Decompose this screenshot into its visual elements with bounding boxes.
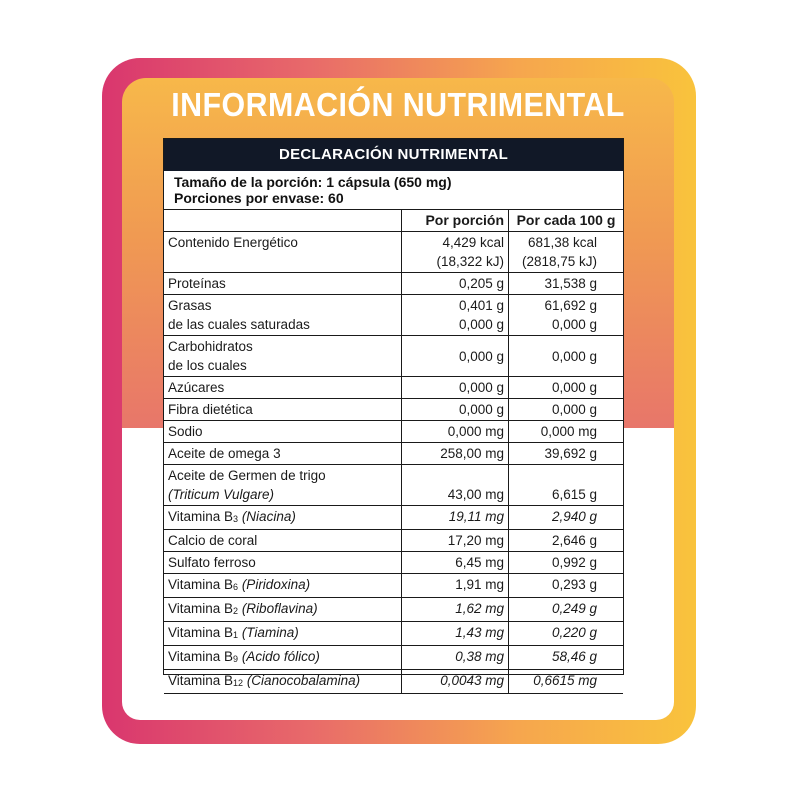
per-serving-value: 0,000 g xyxy=(402,377,509,399)
per-100g-value: 0,220 g xyxy=(509,622,624,646)
carbohidratos-label: Carbohidratos xyxy=(168,339,253,354)
per-100g-value: 0,6615 mg xyxy=(509,670,624,694)
latin-name: (Triticum Vulgare) xyxy=(168,487,275,502)
table-row xyxy=(164,622,623,646)
nutrient-name: Aceite de omega 3 xyxy=(164,443,402,465)
grasas-value: 61,692 g xyxy=(544,298,597,313)
nutrient-name xyxy=(164,465,402,506)
per-100g-value: 6,615 g xyxy=(509,465,624,506)
per-serving-value: 6,45 mg xyxy=(402,552,509,574)
table-row xyxy=(164,670,623,694)
vitamin-label: Vitamina B xyxy=(168,625,234,640)
per-serving-value xyxy=(402,232,509,273)
per-100g-value: 0,000 g xyxy=(509,336,624,377)
table-row xyxy=(164,574,623,598)
per-100g-value: 2,940 g xyxy=(509,506,624,530)
per-100g-value: 0,000 mg xyxy=(509,421,624,443)
vitamin-common-name: (Tiamina) xyxy=(238,625,299,640)
grasas-label: Grasas xyxy=(168,298,212,313)
per-100g-value: 2,646 g xyxy=(509,530,624,552)
per-serving-value: 0,38 mg xyxy=(402,646,509,670)
nutrient-name: Calcio de coral xyxy=(164,530,402,552)
nutrient-name xyxy=(164,670,402,694)
nutrient-name xyxy=(164,336,402,377)
per-serving-value: 17,20 mg xyxy=(402,530,509,552)
servings-per-container: Porciones por envase: 60 xyxy=(174,190,344,206)
saturadas-value: 0,000 g xyxy=(458,317,504,332)
serving-size: Tamaño de la porción: 1 cápsula (650 mg) xyxy=(174,174,452,190)
per-100g-value: 39,692 g xyxy=(509,443,624,465)
per-serving-value: 0,0043 mg xyxy=(402,670,509,694)
per-100g-value: 0,992 g xyxy=(509,552,624,574)
label-title: DECLARACIÓN NUTRIMENTAL xyxy=(164,139,623,171)
nutrient-name xyxy=(164,574,402,598)
header-nutrient xyxy=(164,210,402,232)
per-100g-value xyxy=(509,232,624,273)
kcal-value: 4,429 kcal xyxy=(442,235,504,250)
per-100g-value: 0,000 g xyxy=(509,399,624,421)
table-row xyxy=(164,443,623,465)
vitamin-subscript: 12 xyxy=(233,678,244,688)
nutrient-name xyxy=(164,646,402,670)
table-row xyxy=(164,506,623,530)
nutrient-name: Proteínas xyxy=(164,273,402,295)
nutrient-name xyxy=(164,598,402,622)
table-row xyxy=(164,232,623,273)
saturadas-label: de las cuales saturadas xyxy=(168,317,310,332)
vitamin-label: Vitamina B xyxy=(168,577,234,592)
saturadas-value: 0,000 g xyxy=(551,317,597,332)
vitamin-common-name: (Niacina) xyxy=(238,509,296,524)
table-row xyxy=(164,273,623,295)
page-title: INFORMACIÓN NUTRIMENTAL xyxy=(171,86,625,123)
table-row xyxy=(164,377,623,399)
vitamin-label: Vitamina B xyxy=(168,649,234,664)
per-100g-value: 0,293 g xyxy=(509,574,624,598)
table-row xyxy=(164,421,623,443)
nutrient-name: Contenido Energético xyxy=(164,232,402,273)
vitamin-common-name: (Riboflavina) xyxy=(238,601,318,616)
kj-value: (18,322 kJ) xyxy=(436,254,504,269)
vitamin-subscript: 2 xyxy=(233,606,239,616)
nutrition-label xyxy=(163,138,624,688)
table-header-row xyxy=(164,210,623,232)
nutrient-name xyxy=(164,295,402,336)
de-los-cuales-label: de los cuales xyxy=(168,358,247,373)
nutrient-name: Azúcares xyxy=(164,377,402,399)
per-serving-value: 0,205 g xyxy=(402,273,509,295)
table-row xyxy=(164,399,623,421)
table-row xyxy=(164,295,623,336)
vitamin-label: Vitamina B xyxy=(168,509,234,524)
table-row xyxy=(164,646,623,670)
nutrient-name xyxy=(164,622,402,646)
table-row xyxy=(164,598,623,622)
per-serving-value: 19,11 mg xyxy=(402,506,509,530)
per-serving-value: 1,91 mg xyxy=(402,574,509,598)
nutrient-name: Sodio xyxy=(164,421,402,443)
vitamin-label: Vitamina B xyxy=(168,673,234,688)
per-serving-value xyxy=(402,295,509,336)
per-100g-value: 58,46 g xyxy=(509,646,624,670)
per-serving-value: 0,000 g xyxy=(402,336,509,377)
per-100g-value: 0,000 g xyxy=(509,377,624,399)
nutrition-table xyxy=(164,210,623,694)
germen-label: Aceite de Germen de trigo xyxy=(168,468,326,483)
table-row xyxy=(164,552,623,574)
kcal-value: 681,38 kcal xyxy=(527,235,597,250)
per-serving-value: 43,00 mg xyxy=(402,465,509,506)
table-row xyxy=(164,336,623,377)
per-100g-value: 0,249 g xyxy=(509,598,624,622)
nutrient-name xyxy=(164,506,402,530)
table-row xyxy=(164,530,623,552)
vitamin-subscript: 9 xyxy=(233,654,239,664)
nutrient-name: Fibra dietética xyxy=(164,399,402,421)
vitamin-label: Vitamina B xyxy=(168,601,234,616)
per-serving-value: 1,62 mg xyxy=(402,598,509,622)
vitamin-common-name: (Piridoxina) xyxy=(238,577,311,592)
serving-info xyxy=(164,171,623,210)
table-row xyxy=(164,465,623,506)
vitamin-common-name: (Cianocobalamina) xyxy=(243,673,361,688)
per-100g-value: 31,538 g xyxy=(509,273,624,295)
per-serving-value: 1,43 mg xyxy=(402,622,509,646)
per-serving-value: 0,000 mg xyxy=(402,421,509,443)
per-serving-value: 258,00 mg xyxy=(402,443,509,465)
header-per-serving: Por porción xyxy=(402,210,509,232)
vitamin-subscript: 6 xyxy=(233,582,239,592)
kj-value: (2818,75 kJ) xyxy=(521,254,597,269)
vitamin-common-name: (Acido fólico) xyxy=(238,649,320,664)
grasas-value: 0,401 g xyxy=(458,298,504,313)
per-100g-value xyxy=(509,295,624,336)
vitamin-subscript: 1 xyxy=(233,630,239,640)
header-per-100g: Por cada 100 g xyxy=(509,210,624,232)
vitamin-subscript: 3 xyxy=(233,514,239,524)
per-serving-value: 0,000 g xyxy=(402,399,509,421)
nutrient-name: Sulfato ferroso xyxy=(164,552,402,574)
